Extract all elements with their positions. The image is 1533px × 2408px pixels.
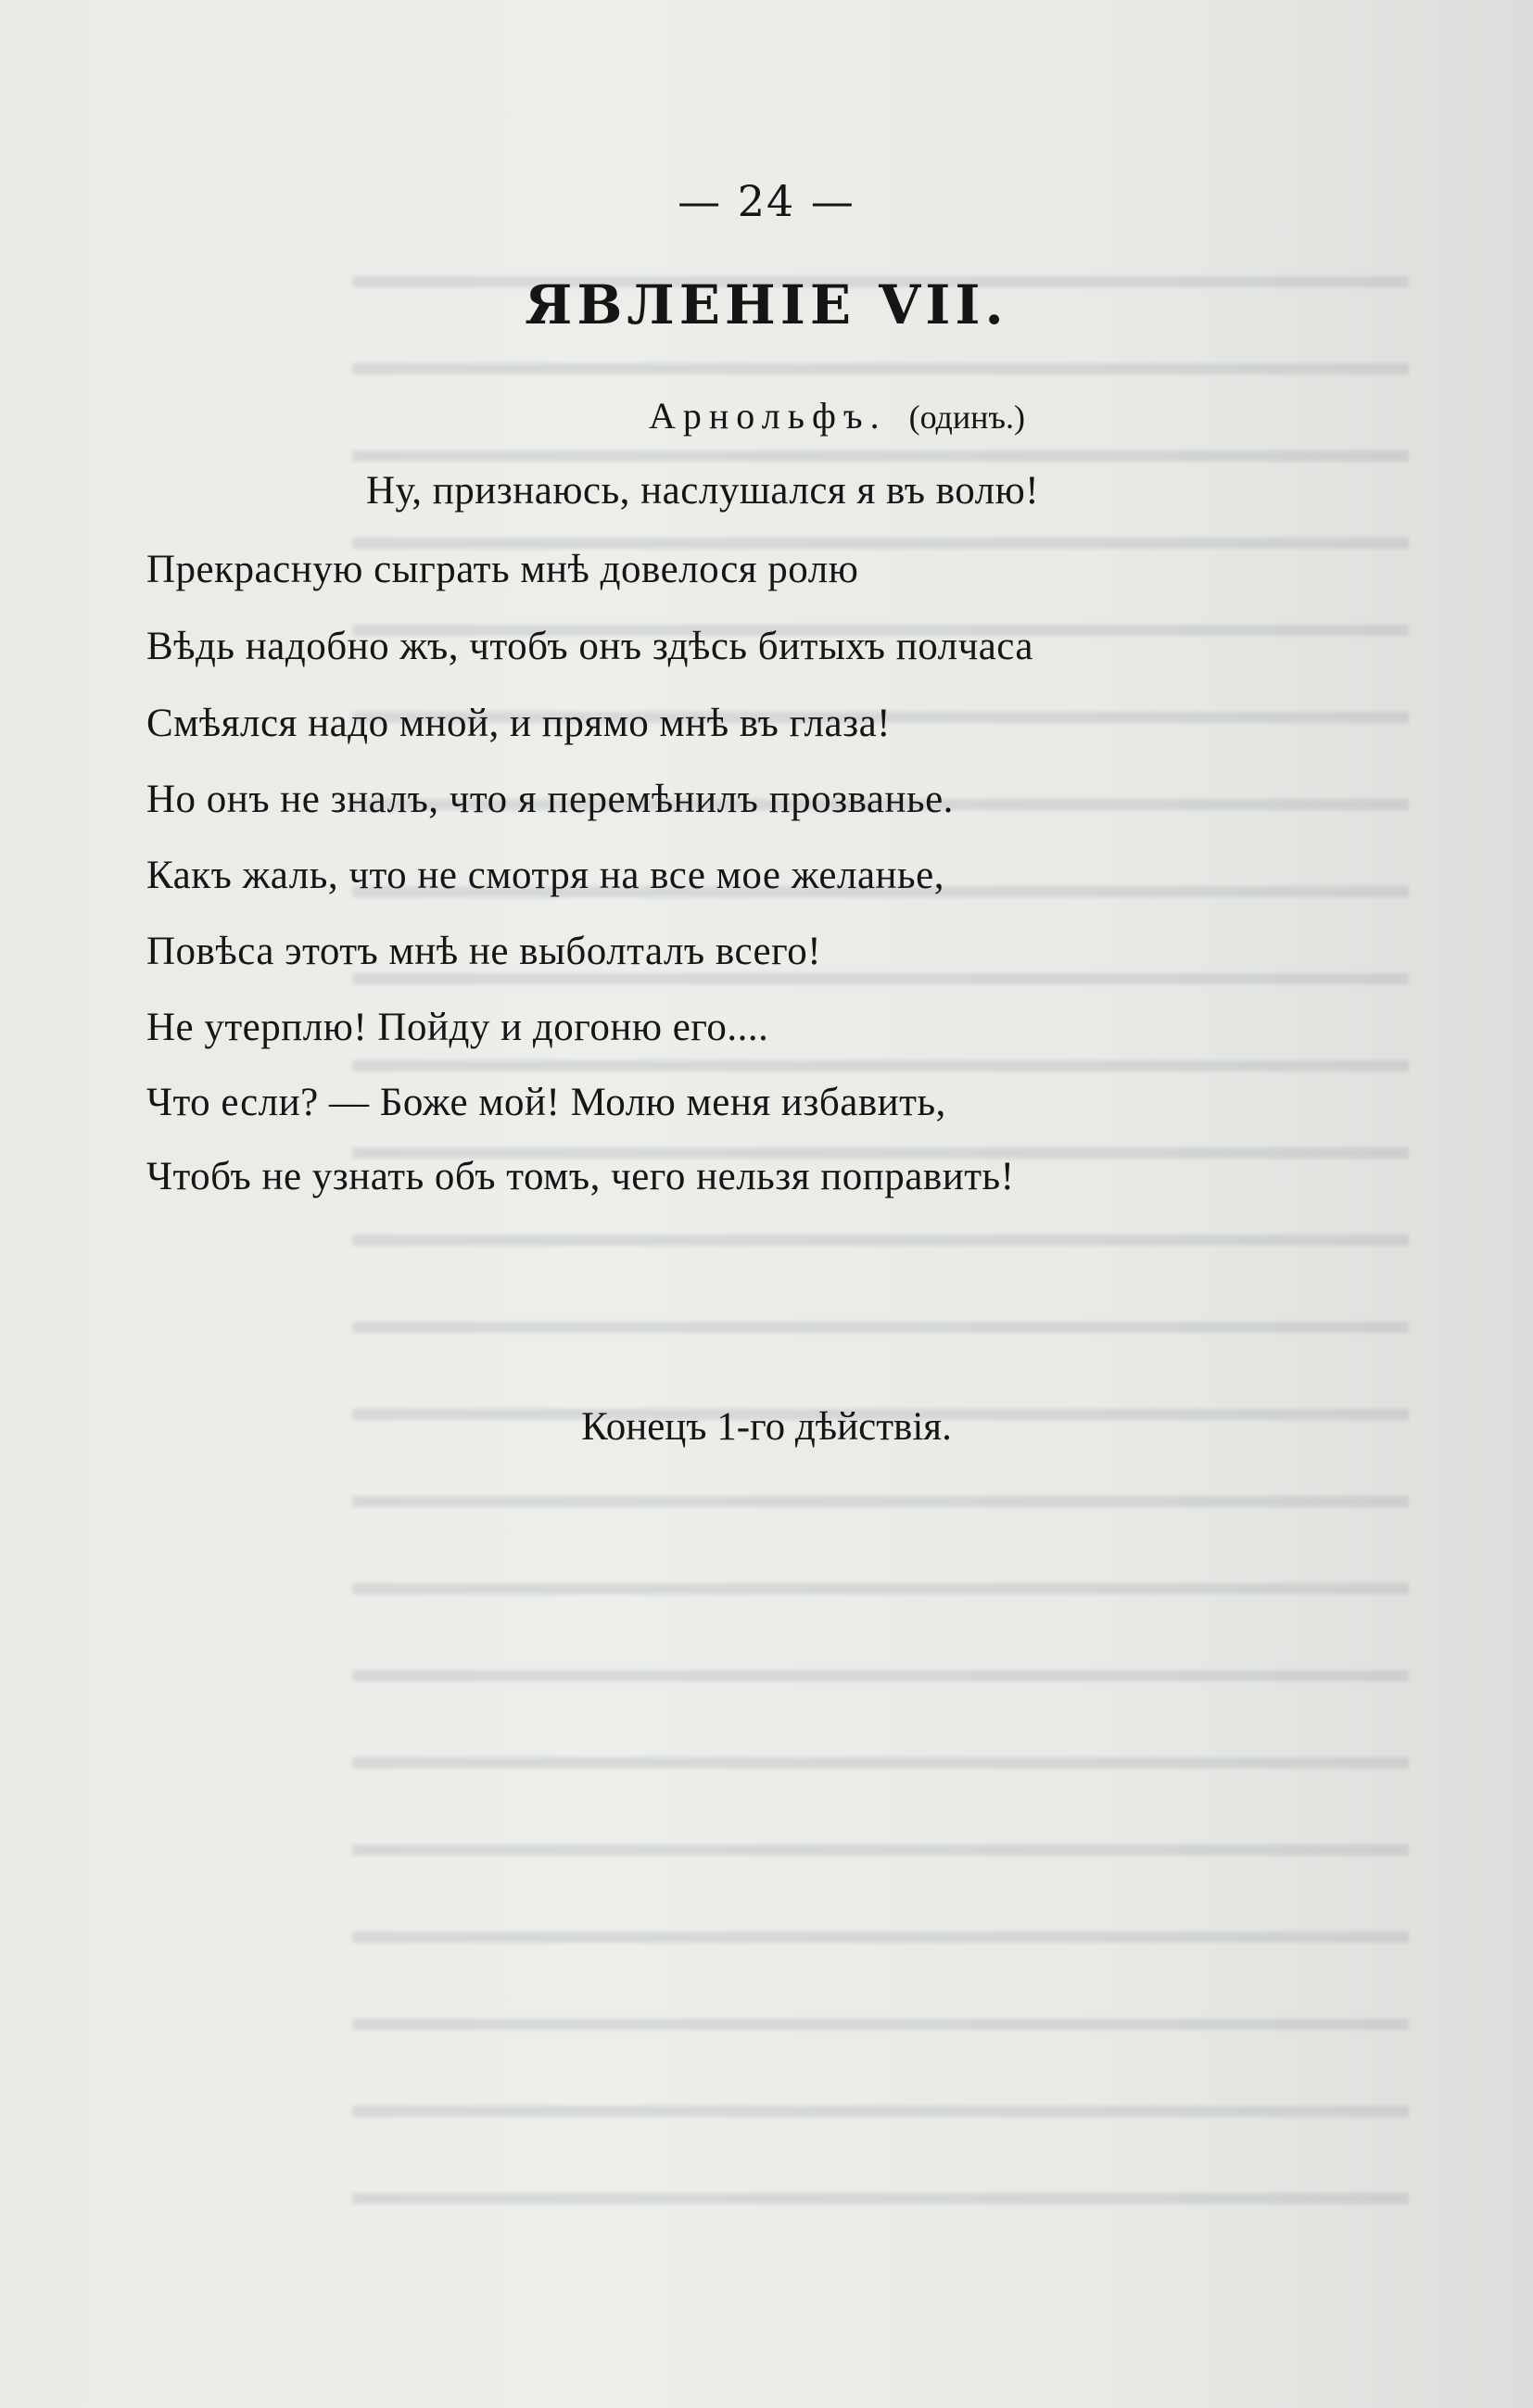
verse-line: Смѣялся надо мной, и прямо мнѣ въ глаза! xyxy=(146,702,891,745)
verse-line: Что если? — Боже мой! Молю меня избавить, xyxy=(146,1081,946,1124)
stage-direction: (одинъ.) xyxy=(908,399,1025,436)
act-end: Конецъ 1-го дѣйствія. xyxy=(581,1405,952,1449)
verse-line: Чтобъ не узнать объ томъ, чего нельзя поправить! xyxy=(146,1155,1015,1198)
page-number: — 24 — xyxy=(678,176,855,226)
show-through-text xyxy=(352,232,1409,2271)
verse-line: Прекрасную сыграть мнѣ довелося ролю xyxy=(146,548,859,591)
speaker-line xyxy=(649,394,1025,437)
verse-line: Но онъ не зналъ, что я перемѣнилъ прозванье. xyxy=(146,778,954,821)
speaker-name: Арнольфъ. xyxy=(649,395,887,437)
verse-line: Какъ жаль, что не смотря на все мое желанье, xyxy=(146,854,944,897)
verse-line: Не утерплю! Пойду и догоню его.... xyxy=(146,1006,769,1049)
verse-line: Вѣдь надобно жъ, чтобъ онъ здѣсь битыхъ полчаса xyxy=(146,625,1034,668)
scene-title: ЯВЛЕНІЕ VII. xyxy=(525,273,1008,336)
verse-line: Ну, признаюсь, наслушался я въ волю! xyxy=(366,469,1040,513)
verse-line: Повѣса этотъ мнѣ не выболталъ всего! xyxy=(146,930,822,973)
